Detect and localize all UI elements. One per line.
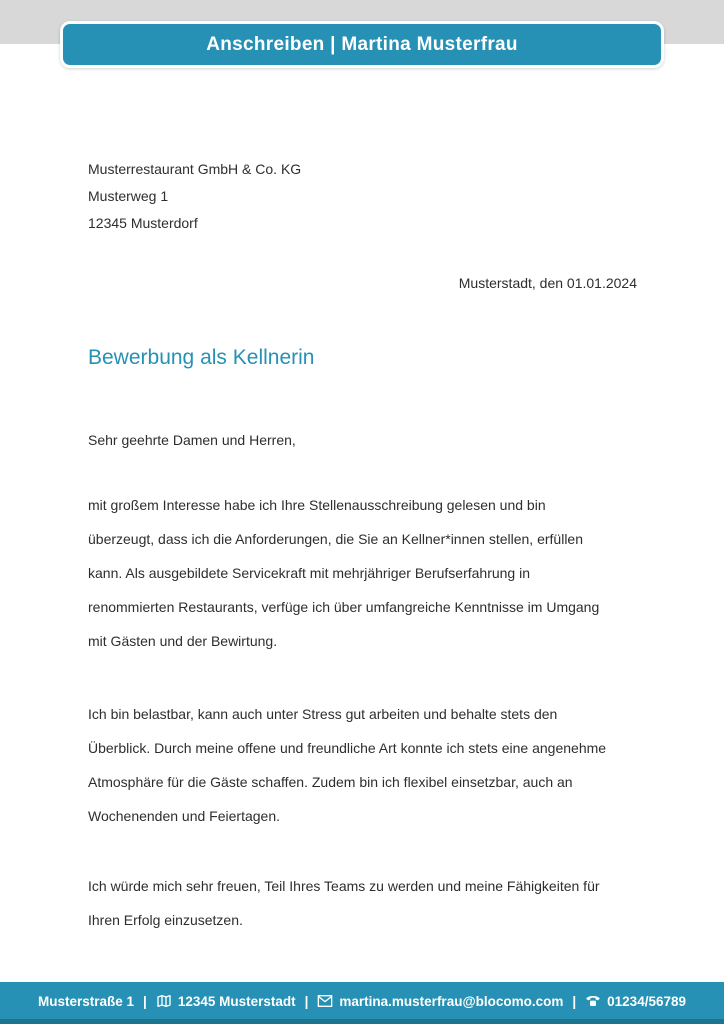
map-icon bbox=[156, 993, 172, 1009]
paragraph-3 bbox=[88, 869, 600, 937]
footer-separator: | bbox=[304, 993, 309, 1009]
footer-separator: | bbox=[572, 993, 577, 1009]
footer-phone bbox=[585, 993, 686, 1009]
footer-separator: | bbox=[143, 993, 147, 1009]
footer-street bbox=[38, 994, 134, 1009]
telephone-icon bbox=[585, 993, 601, 1009]
title-banner bbox=[60, 21, 664, 68]
paragraph-line: überzeugt, dass ich die Anforderungen, die Sie an Kellner*innen stellen, erfüllen bbox=[88, 531, 583, 547]
paragraph-line: Wochenenden und Feiertagen. bbox=[88, 808, 280, 824]
footer-bottom-shade bbox=[0, 1019, 724, 1024]
paragraph-line: kann. Als ausgebildete Servicekraft mit mehrjähriger Berufserfahrung in bbox=[88, 565, 530, 581]
paragraph-line: Ich bin belastbar, kann auch unter Stress gut arbeiten und behalte stets den bbox=[88, 706, 558, 722]
paragraph-2 bbox=[88, 697, 606, 833]
paragraph-line: Überblick. Durch meine offene und freundliche Art konnte ich stets eine angenehme bbox=[88, 740, 607, 756]
envelope-icon bbox=[317, 993, 333, 1009]
paragraph-line: mit Gästen und der Bewirtung. bbox=[88, 633, 278, 649]
recipient-line: 12345 Musterdorf bbox=[88, 215, 198, 231]
paragraph-line: Ich würde mich sehr freuen, Teil Ihres Teams zu werden und meine Fähigkeiten für bbox=[88, 878, 600, 894]
footer-email bbox=[317, 993, 563, 1009]
footer-city bbox=[156, 993, 296, 1009]
phone-text: 01234/56789 bbox=[607, 993, 686, 1009]
recipient-address-block bbox=[88, 156, 301, 237]
document-title: Anschreiben | Martina Musterfrau bbox=[206, 33, 518, 55]
salutation-line: Sehr geehrte Damen und Herren, bbox=[88, 432, 296, 448]
paragraph-line: renommierten Restaurants, verfüge ich über umfangreiche Kenntnisse im Umgang bbox=[88, 599, 600, 615]
subject-heading: Bewerbung als Kellnerin bbox=[88, 346, 315, 369]
street-text: Musterstraße 1 bbox=[37, 993, 135, 1009]
paragraph-line: mit großem Interesse habe ich Ihre Stellenausschreibung gelesen und bin bbox=[88, 497, 546, 513]
paragraph-line: Atmosphäre für die Gäste schaffen. Zudem bin ich flexibel einsetzbar, auch an bbox=[88, 774, 573, 790]
email-text: martina.musterfrau@blocomo.com bbox=[339, 993, 564, 1009]
paragraph-1 bbox=[88, 488, 599, 658]
recipient-line: Musterrestaurant GmbH & Co. KG bbox=[88, 161, 302, 177]
paragraph-line: Ihren Erfolg einzusetzen. bbox=[88, 912, 243, 928]
recipient-line: Musterweg 1 bbox=[88, 188, 169, 204]
date-line: Musterstadt, den 01.01.2024 bbox=[458, 275, 637, 291]
footer-bar bbox=[0, 982, 724, 1024]
city-text: 12345 Musterstadt bbox=[177, 993, 296, 1009]
